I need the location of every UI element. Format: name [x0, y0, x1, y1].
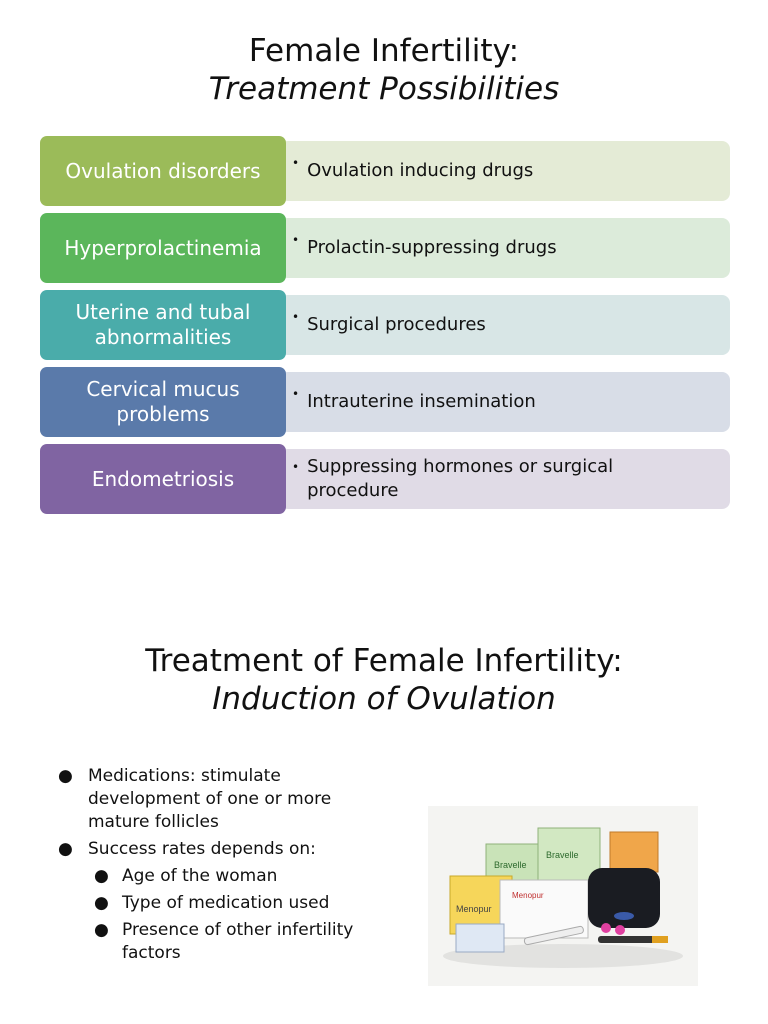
treatment-text: Suppressing hormones or surgical procedure [307, 456, 614, 501]
treatment-box [280, 295, 730, 355]
list-item: ● Presence of other infertility factors [94, 920, 354, 963]
ovulation-bullet-list [52, 765, 382, 969]
bullet-icon: • [292, 156, 300, 170]
treatment-row-cervical [40, 367, 732, 437]
slide2-title-block [0, 642, 768, 718]
treatment-row-ovulation [40, 136, 732, 206]
condition-label: Uterine and tubal abnormalities [40, 290, 286, 360]
svg-text:Menopur: Menopur [456, 904, 492, 914]
list-item: ● Medications: stimulate development of one or more mature follicles [58, 766, 332, 832]
list-item: ● Type of medication used [94, 893, 330, 913]
medication-boxes-image [428, 806, 698, 986]
treatment-row-endometriosis [40, 444, 732, 514]
treatment-box [280, 218, 730, 278]
svg-text:Menopur: Menopur [512, 891, 544, 900]
bullet-icon: ● [94, 920, 109, 940]
condition-label: Hyperprolactinemia [40, 213, 286, 283]
treatment-text: Ovulation inducing drugs [307, 160, 534, 181]
condition-label: Cervical mucus problems [40, 367, 286, 437]
list-item: ● Age of the woman [94, 866, 278, 886]
fertility-medication-photo [428, 806, 698, 986]
bullet-icon: • [292, 387, 300, 401]
slide1-subtitle: Treatment Possibilities [208, 71, 560, 107]
bullet-icon: • [292, 310, 300, 324]
slide2-title: Treatment of Female Infertility: [145, 643, 623, 679]
svg-text:Bravelle: Bravelle [494, 860, 527, 870]
treatment-row-hyperprolactinemia [40, 213, 732, 283]
bullet-icon: • [292, 460, 300, 474]
bullet-icon: • [292, 233, 300, 247]
bullet-icon: ● [94, 893, 109, 913]
treatment-box [280, 372, 730, 432]
bullet-icon: ● [58, 839, 73, 859]
treatment-box [280, 449, 730, 509]
treatment-row-uterine [40, 290, 732, 360]
slide1-title-block [0, 32, 768, 108]
slide2-subtitle: Induction of Ovulation [212, 681, 556, 717]
treatment-text: Surgical procedures [307, 314, 486, 335]
treatment-text: Prolactin-suppressing drugs [307, 237, 557, 258]
bullet-icon: ● [94, 866, 109, 886]
slide1-title: Female Infertility: [248, 33, 520, 69]
list-item: ● Success rates depends on: [58, 839, 316, 859]
treatment-text: Intrauterine insemination [307, 391, 536, 412]
condition-label: Ovulation disorders [40, 136, 286, 206]
condition-label: Endometriosis [40, 444, 286, 514]
svg-text:Bravelle: Bravelle [546, 850, 579, 860]
treatment-box [280, 141, 730, 201]
bullet-icon: ● [58, 766, 73, 786]
